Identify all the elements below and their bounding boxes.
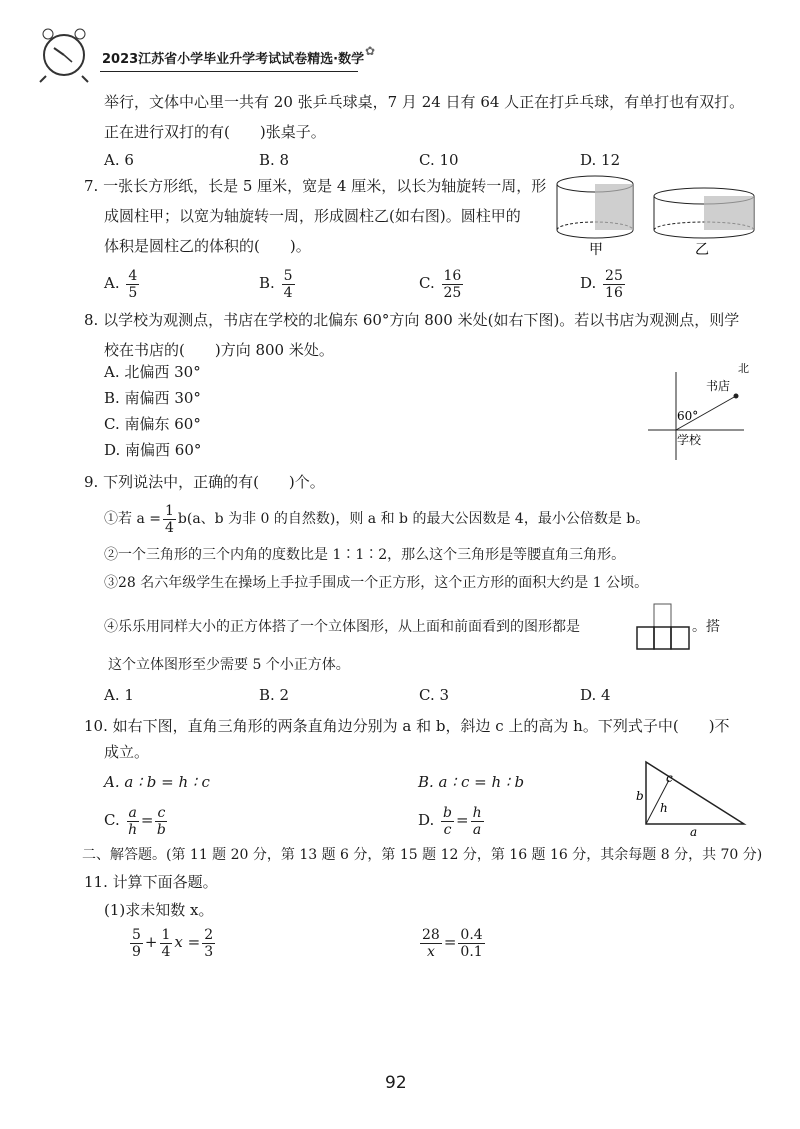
q11-text: 11. 计算下面各题。 [84, 873, 218, 891]
cylinders-figure [555, 172, 765, 262]
q9-text: 9. 下列说法中，正确的有( )个。 [84, 473, 325, 491]
q7-text: 7. 一张长方形纸，长是 5 厘米，宽是 4 厘米，以长为轴旋转一周，形 [84, 177, 547, 195]
q10-option-a: A. a ∶ b = h ∶ c [104, 773, 210, 791]
decoration-icon: ✿ [365, 44, 376, 58]
q7-option-c: C. $\frac{16}{25}$ [419, 267, 462, 301]
angle-label: 60° [677, 409, 699, 423]
q10-option-d: D. $\frac{b}{c}$ = $\frac{h}{a}$ [418, 804, 482, 838]
q9-option-c: C. 3 [419, 686, 450, 704]
header-title: 2023江苏省小学毕业升学考试试卷精选·数学 [102, 52, 365, 67]
q7-text: 体积是圆柱乙的体积的( )。 [104, 237, 311, 255]
q6-text: 举行，文体中心里一共有 20 张乒乓球桌，7 月 24 日有 64 人正在打乒乓球，有单打也有双打。 [104, 93, 745, 111]
q7-option-d: D. $\frac{25}{16}$ [580, 267, 623, 301]
q8-option-a: A. 北偏西 30° [104, 363, 201, 381]
height-h-label: h [660, 801, 668, 815]
q6-option-b: B. 8 [259, 151, 290, 169]
header-rule [100, 71, 358, 72]
cylinder-jia-label: 甲 [589, 242, 603, 258]
store-label: 书店 [706, 379, 731, 393]
q6-option-a: A. 6 [104, 151, 134, 169]
alarm-clock-logo-icon [30, 10, 102, 90]
right-triangle-figure [636, 758, 752, 838]
side-a-label: a [690, 825, 698, 838]
q7-option-a: A. $\frac{4}{5}$ [104, 267, 138, 301]
q10-option-c: C. $\frac{a}{h}$ = $\frac{c}{b}$ [104, 804, 166, 838]
q9-statement-3: ③28 名六年级学生在操场上手拉手围成一个正方形，这个正方形的面积大约是 1 公顷。 [104, 575, 649, 591]
cube-view-figure [636, 603, 692, 651]
side-b-label: b [636, 789, 644, 803]
q8-option-b: B. 南偏西 30° [104, 389, 201, 407]
q9-option-b: B. 2 [259, 686, 290, 704]
q9-option-d: D. 4 [580, 686, 611, 704]
q6-text: 正在进行双打的有( )张桌子。 [104, 123, 326, 141]
q9-statement-4: ④乐乐用同样大小的正方体搭了一个立体图形，从上面和前面看到的图形都是 [104, 619, 580, 635]
q9-statement-4-cont: 这个立体图形至少需要 5 个小正方体。 [108, 657, 350, 673]
q8-option-d: D. 南偏西 60° [104, 441, 202, 459]
direction-figure [648, 360, 758, 460]
equation-2: $\frac{28}{x}$ = $\frac{0.4}{0.1}$ [422, 926, 483, 960]
q10-text: 成立。 [104, 743, 150, 761]
q9-statement-4-end: 。搭 [692, 619, 720, 635]
side-c-label: c [666, 771, 673, 785]
section-2-heading: 二、解答题。(第 11 题 20 分，第 13 题 6 分，第 15 题 12 分，第 16 题 16 分，其余每题 8 分，共 70 分) [82, 847, 763, 863]
q7-text: 成圆柱甲；以宽为轴旋转一周，形成圆柱乙(如右图)。圆柱甲的 [104, 207, 521, 225]
page-number: 92 [385, 1073, 407, 1093]
q6-option-c: C. 10 [419, 151, 459, 169]
q9-option-a: A. 1 [104, 686, 134, 704]
north-label: 北 [738, 362, 749, 375]
cylinder-yi-label: 乙 [695, 242, 709, 258]
q6-option-d: D. 12 [580, 151, 621, 169]
q9-statement-1: ①若 a = $\frac{1}{4}$ b(a、b 为非 0 的自然数)，则 a 和 b 的最大公因数是 4，最小公倍数是 b。 [104, 502, 650, 536]
equation-1: $\frac{5}{9}$ + $\frac{1}{4}$ x = $\frac{2}{3}$ [132, 926, 214, 960]
q8-text: 校在书店的( )方向 800 米处。 [104, 341, 334, 359]
q7-option-b: B. $\frac{5}{4}$ [259, 267, 293, 301]
school-label: 学校 [677, 433, 702, 447]
q8-option-c: C. 南偏东 60° [104, 415, 201, 433]
q8-text: 8. 以学校为观测点，书店在学校的北偏东 60°方向 800 米处(如右下图)。若以书店为观测点，则学 [84, 311, 740, 329]
q9-statement-2: ②一个三角形的三个内角的度数比是 1∶1∶2，那么这个三角形是等腰直角三角形。 [104, 547, 626, 563]
q11-sub-1: (1)求未知数 x。 [104, 901, 214, 919]
q10-option-b: B. a ∶ c = h ∶ b [418, 773, 525, 791]
q10-text: 10. 如右下图，直角三角形的两条直角边分别为 a 和 b，斜边 c 上的高为 h。下列式子中( )不 [84, 717, 730, 735]
